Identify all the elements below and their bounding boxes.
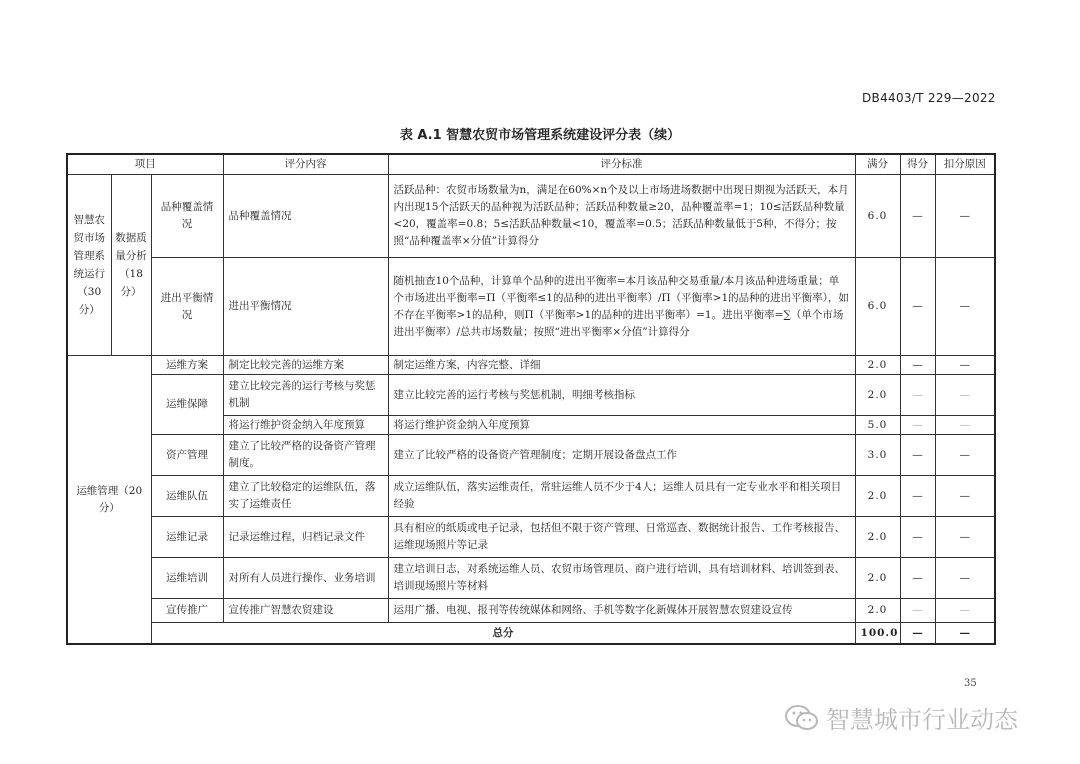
- item-score: —: [900, 517, 935, 558]
- item-name: 进出平衡情况: [151, 258, 223, 356]
- table-row: [67, 375, 995, 416]
- item-standard: 活跃品种：农贸市场数量为n，满足在60%×n个及以上市场进场数据中出现日期视为活跃天，本月内出现15个活跃天的品种视为活跃品种；活跃品种数量≥20，品种覆盖率=1；10≤活跃品种数量<20，覆盖率=0.8；5≤活跃品种数量<10，覆盖率=0.5；活跃品种数量低于5种，不得分；按照“品种覆盖率×分值”计算得分: [388, 175, 855, 258]
- item-score: —: [900, 416, 935, 435]
- item-full: 2.0: [855, 375, 900, 416]
- item-name: 运维保障: [151, 375, 223, 435]
- total-score: —: [900, 623, 935, 645]
- table-row: [67, 356, 995, 375]
- category-cell: 智慧农贸市场管理系统运行（30分）: [67, 175, 111, 356]
- item-reason: —: [935, 435, 995, 476]
- item-full: 5.0: [855, 416, 900, 435]
- item-score: —: [900, 258, 935, 356]
- item-reason: —: [935, 558, 995, 599]
- table-row: [67, 476, 995, 517]
- item-reason: —: [935, 175, 995, 258]
- total-label: 总分: [151, 623, 855, 645]
- item-reason: —: [935, 356, 995, 375]
- item-name: 运维队伍: [151, 476, 223, 517]
- item-content: 建立了比较严格的设备资产管理制度。: [223, 435, 388, 476]
- item-full: 2.0: [855, 476, 900, 517]
- item-content: 进出平衡情况: [223, 258, 388, 356]
- item-name: 运维记录: [151, 517, 223, 558]
- header-score: 得分: [900, 154, 935, 175]
- item-standard: 制定运维方案，内容完整、详细: [388, 356, 855, 375]
- item-content: 宣传推广智慧农贸建设: [223, 599, 388, 623]
- document-number: DB4403/T 229—2022: [862, 91, 996, 105]
- header-reason: 扣分原因: [935, 154, 995, 175]
- item-full: 6.0: [855, 175, 900, 258]
- page-number: 35: [964, 678, 977, 689]
- item-name: 宣传推广: [151, 599, 223, 623]
- item-full: 2.0: [855, 517, 900, 558]
- item-name: 品种覆盖情况: [151, 175, 223, 258]
- item-standard: 将运行维护资金纳入年度预算: [388, 416, 855, 435]
- item-reason: —: [935, 416, 995, 435]
- table-row: [67, 175, 995, 258]
- item-full: 3.0: [855, 435, 900, 476]
- item-content: 品种覆盖情况: [223, 175, 388, 258]
- item-reason: —: [935, 258, 995, 356]
- total-full: 100.0: [855, 623, 900, 645]
- header-standard: 评分标准: [388, 154, 855, 175]
- table-row: [67, 517, 995, 558]
- item-score: —: [900, 599, 935, 623]
- watermark: [784, 700, 1018, 735]
- item-standard: 具有相应的纸质或电子记录，包括但不限于资产管理、日常巡查、数据统计报告、工作考核报告、运维现场照片等记录: [388, 517, 855, 558]
- item-score: —: [900, 435, 935, 476]
- item-standard: 建立了比较严格的设备资产管理制度；定期开展设备盘点工作: [388, 435, 855, 476]
- item-standard: 成立运维队伍，落实运维责任，常驻运维人员不少于4人；运维人员具有一定专业水平和相关项目经验: [388, 476, 855, 517]
- table-row: [67, 558, 995, 599]
- header-row: [67, 154, 995, 175]
- header-full: 满分: [855, 154, 900, 175]
- item-full: 2.0: [855, 356, 900, 375]
- item-content: 将运行维护资金纳入年度预算: [223, 416, 388, 435]
- item-standard: 建立比较完善的运行考核与奖惩机制，明细考核指标: [388, 375, 855, 416]
- item-score: —: [900, 175, 935, 258]
- item-content: 制定比较完善的运维方案: [223, 356, 388, 375]
- item-content: 建立比较完善的运行考核与奖惩机制: [223, 375, 388, 416]
- item-score: —: [900, 558, 935, 599]
- table-row: [67, 435, 995, 476]
- item-reason: —: [935, 599, 995, 623]
- item-score: —: [900, 375, 935, 416]
- item-full: 2.0: [855, 558, 900, 599]
- item-standard: 建立培训日志，对系统运维人员、农贸市场管理员、商户进行培训，具有培训材料、培训签到表、培训现场照片等材料: [388, 558, 855, 599]
- table-title: 表 A.1 智慧农贸市场管理系统建设评分表（续）: [399, 128, 681, 143]
- item-content: 建立了比较稳定的运维队伍，落实了运维责任: [223, 476, 388, 517]
- item-name: 运维培训: [151, 558, 223, 599]
- header-content: 评分内容: [223, 154, 388, 175]
- item-reason: —: [935, 375, 995, 416]
- item-content: 对所有人员进行操作、业务培训: [223, 558, 388, 599]
- item-full: 2.0: [855, 599, 900, 623]
- total-reason: —: [935, 623, 995, 645]
- total-row: [67, 623, 995, 645]
- item-name: 运维方案: [151, 356, 223, 375]
- item-reason: —: [935, 517, 995, 558]
- item-standard: 运用广播、电视、报刊等传统媒体和网络、手机等数字化新媒体开展智慧农贸建设宣传: [388, 599, 855, 623]
- subcategory-cell: 数据质量分析（18分）: [111, 175, 151, 356]
- item-standard: 随机抽查10个品种，计算单个品种的进出平衡率=本月该品种交易重量/本月该品种进场重量；单个市场进出平衡率=Π（平衡率≤1的品种的进出平衡率）/Π（平衡率>1的品种的进出平衡率），如不存在平衡率>1的品种，则Π（平衡率>1的品种的进出平衡率）=1。进出平衡率=∑（单个市场进出平衡率）/总共市场数量；按照“进出平衡率×分值”计算得分: [388, 258, 855, 356]
- item-name: 资产管理: [151, 435, 223, 476]
- watermark-text: 智慧城市行业动态: [826, 706, 1018, 734]
- item-score: —: [900, 476, 935, 517]
- scoring-table: [66, 153, 996, 645]
- table-row: [67, 599, 995, 623]
- table-row: [67, 258, 995, 356]
- item-full: 6.0: [855, 258, 900, 356]
- header-item: 项目: [67, 154, 223, 175]
- item-content: 记录运维过程，归档记录文件: [223, 517, 388, 558]
- item-reason: —: [935, 476, 995, 517]
- category-cell: 运维管理（20分）: [67, 356, 151, 645]
- wechat-icon: [784, 703, 820, 733]
- item-score: —: [900, 356, 935, 375]
